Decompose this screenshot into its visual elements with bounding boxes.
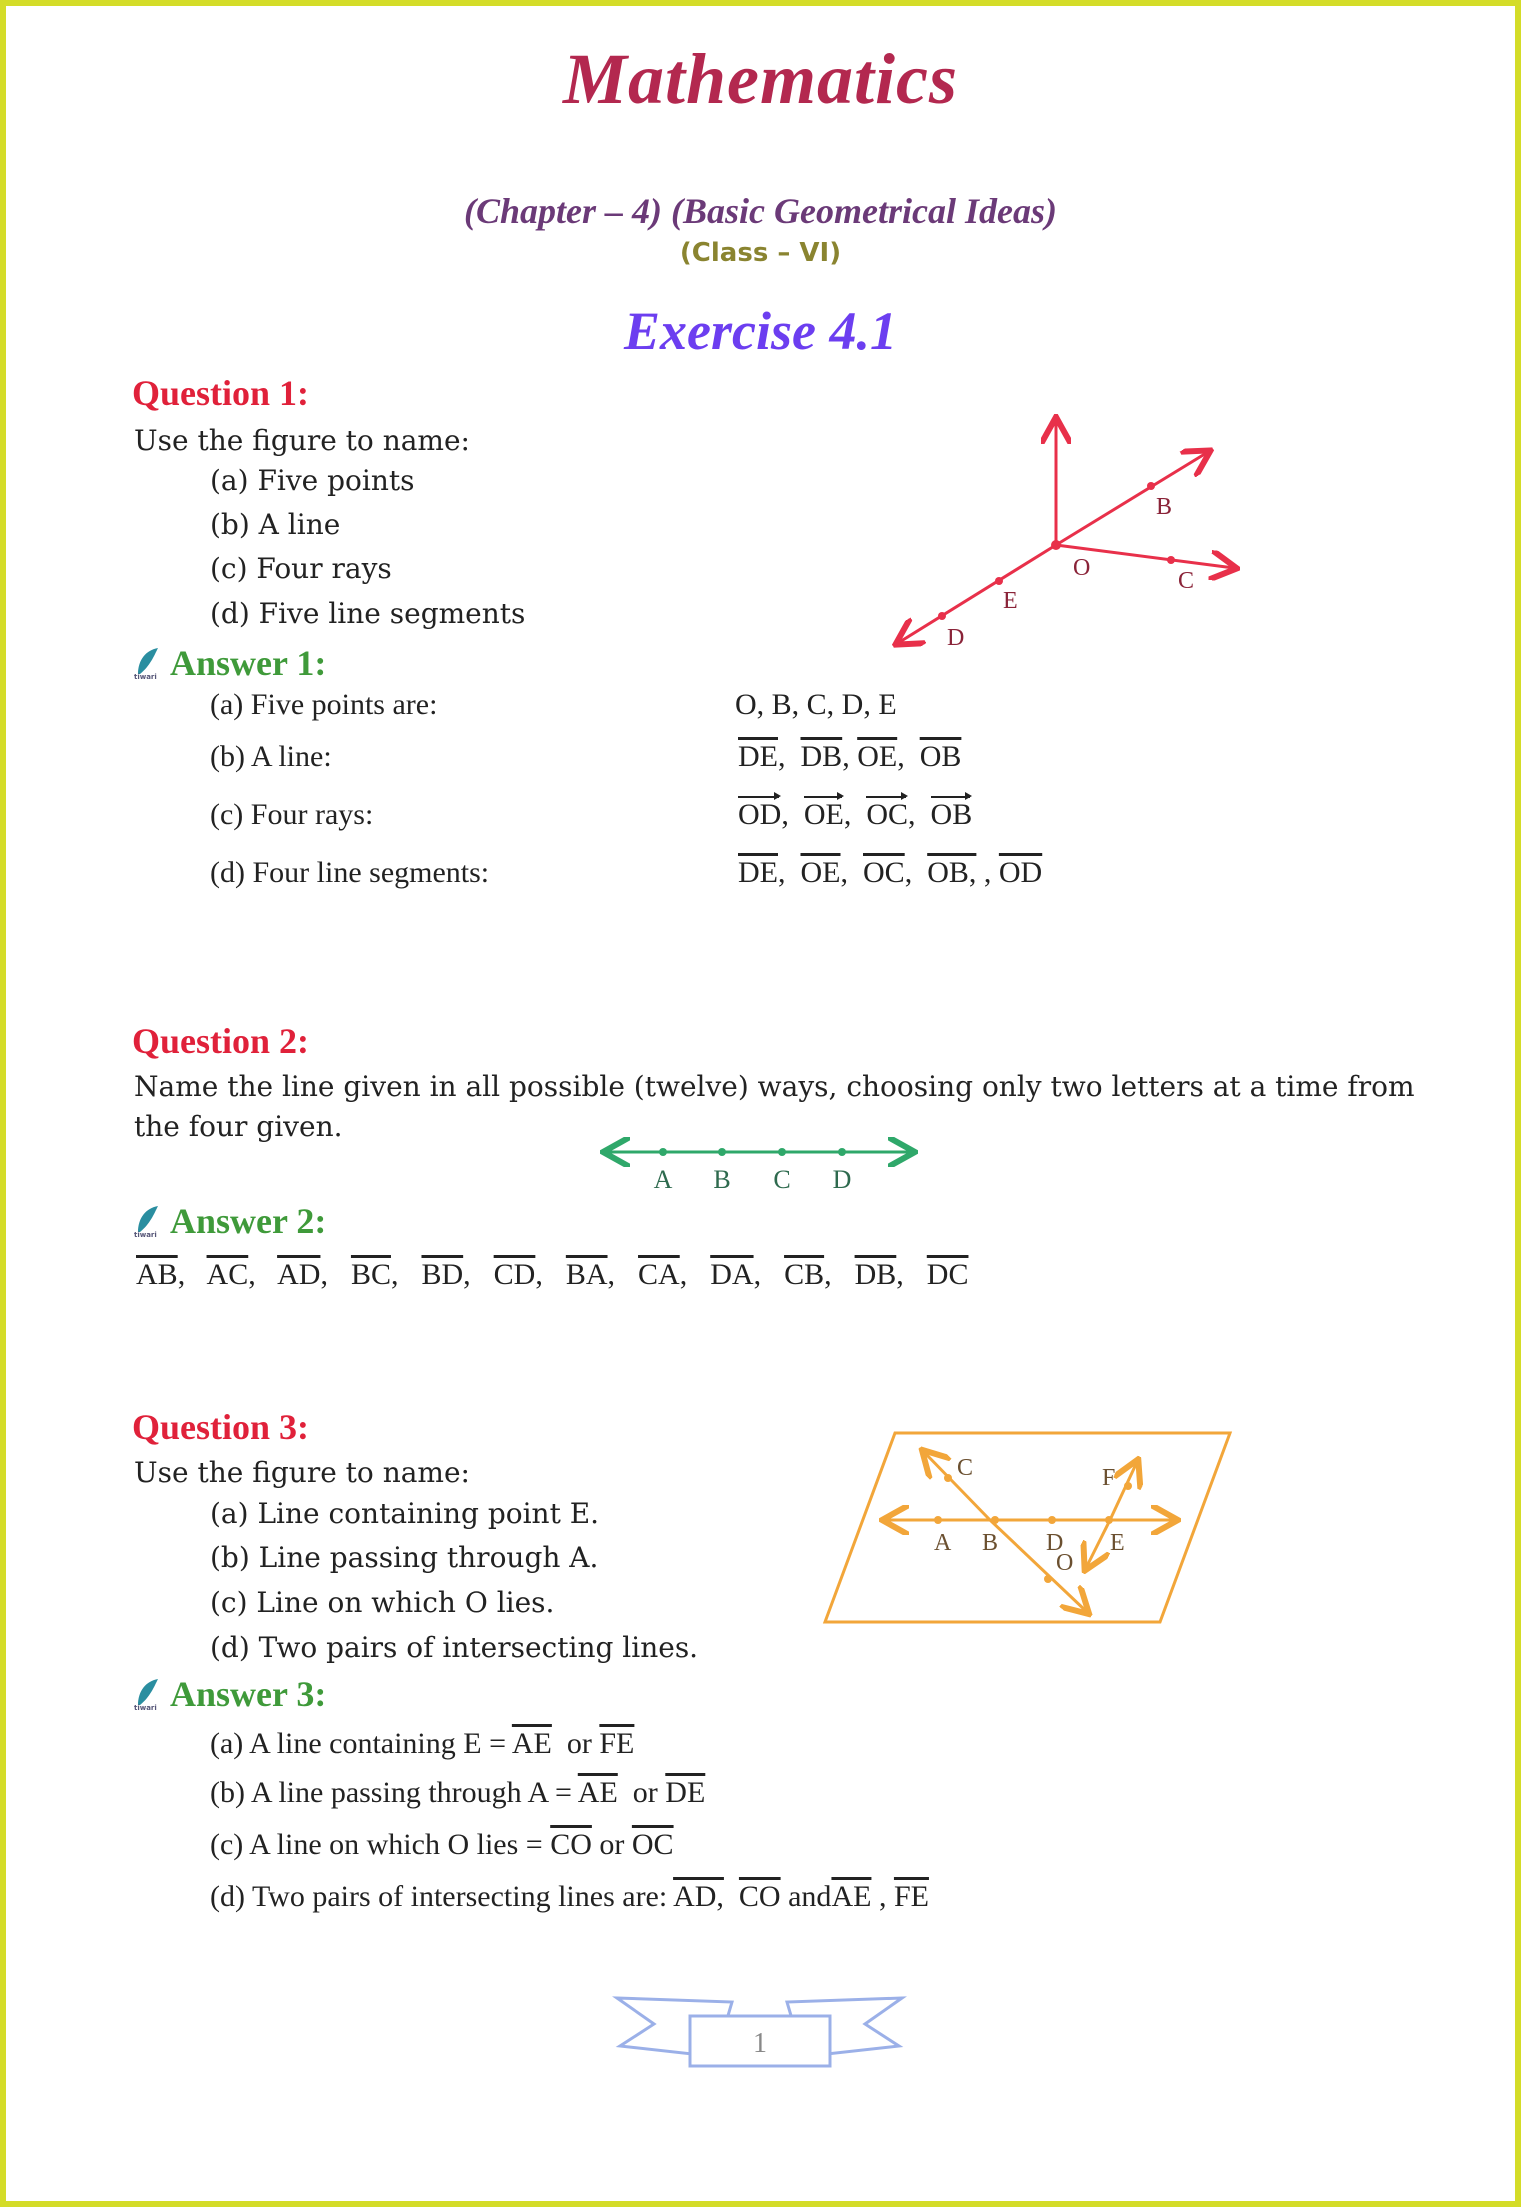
question-2-prompt-line1: Name the line given in all possible (twelve) ways, choosing only two letters at a time from [134, 1070, 1415, 1103]
subject-title: Mathematics [562, 39, 958, 119]
svg-text:D: D [832, 1165, 852, 1194]
svg-text:O: O [1056, 1550, 1074, 1576]
svg-text:B: B [982, 1530, 999, 1556]
question-1-item-d: (d) Five line segments [210, 597, 526, 630]
exercise-title: Exercise 4.1 [624, 301, 897, 361]
svg-text:C: C [957, 1455, 974, 1481]
answer-1-heading: tiwari Answer 1: [134, 643, 327, 683]
answer-3-row-c: (c) A line on which O lies = $\overline{CO}$ or $\overline{OC}$ [210, 1828, 674, 1861]
question-1-prompt: Use the figure to name: [134, 424, 470, 457]
svg-text:C: C [1178, 568, 1195, 594]
quill-logo-icon [132, 646, 162, 680]
answer-3-row-a: (a) A line containing $E = \overline{AE}$ or $\overline{FE}$ [210, 1727, 635, 1760]
svg-text:C: C [773, 1165, 791, 1194]
answer-1-row-a-label: (a) Five points are: [210, 688, 438, 721]
question-3-item-b: (b) Line passing through A. [210, 1541, 599, 1574]
answer-1-row-b-label: (b) A line: [210, 740, 332, 773]
question-2-heading: Question 2: [132, 1021, 310, 1061]
svg-text:B: B [1156, 494, 1173, 520]
question-1-item-b: (b) A line [210, 508, 341, 541]
class-label: (Class – VI) [679, 238, 842, 268]
answer-3-row-b: (b) A line passing through $A = \overline{AE}$ or $\overline{DE}$ [210, 1776, 706, 1809]
question-1-item-c: (c) Four rays [210, 552, 392, 585]
svg-text:tiwari: tiwari [134, 1704, 157, 1711]
question-3-item-d: (d) Two pairs of intersecting lines. [210, 1631, 699, 1664]
svg-text:A: A [653, 1165, 673, 1194]
svg-text:tiwari: tiwari [134, 1231, 157, 1238]
quill-logo-icon [132, 1677, 162, 1711]
svg-text:D: D [1046, 1530, 1064, 1556]
question-3-item-a: (a) Line containing point E. [210, 1497, 600, 1530]
answer-1-row-d-label: (d) Four line segments: [210, 856, 490, 889]
svg-text:tiwari: tiwari [134, 673, 157, 680]
answer-2-terms: $\overline{AB}$, $\overline{AC}$, $\overline{AD}$, $\overline{BC}$, $\overline{BD}$, $\overline{CD}$, $\overline{BA}$, $\overline{CA}$, $\overline{DA}$, $\overline{CB}$, $\overline{DB}$, $\overline{DC}$ [136, 1258, 969, 1291]
svg-text:E: E [1003, 588, 1018, 614]
answer-1-row-a-value: O, B, C, D, E [735, 688, 897, 721]
answer-2-heading: tiwari Answer 2: [134, 1201, 327, 1241]
question-3-heading: Question 3: [132, 1407, 310, 1447]
svg-text:A: A [934, 1530, 952, 1556]
fig1-label-O: O [1073, 555, 1091, 581]
svg-text:D: D [947, 625, 965, 651]
svg-text:F: F [1102, 1465, 1116, 1491]
answer-3-heading: tiwari Answer 3: [134, 1674, 327, 1714]
question-1-item-a: (a) Five points [210, 464, 415, 497]
figure-3-plane [815, 1425, 1240, 1635]
answer-1-row-c-label: (c) Four rays: [210, 798, 374, 831]
figure-2-line [595, 1135, 925, 1195]
answer-1-row-d-terms: $\overline{DE}$, $\overline{OE}$, $\overline{OC}$, OB, , $\overline{OD}$ [738, 856, 1043, 889]
question-3-prompt: Use the figure to name: [134, 1456, 470, 1489]
question-3-item-c: (c) Line on which O lies. [210, 1586, 555, 1619]
page-number-ribbon [612, 1988, 907, 2068]
question-1-heading: Question 1: [132, 373, 310, 413]
svg-text:E: E [1110, 1530, 1125, 1556]
figure-1-rays [880, 405, 1260, 665]
answer-1-row-c-terms: OD, OE, OC, OB [738, 798, 973, 831]
svg-text:B: B [713, 1165, 731, 1194]
answer-1-row-b-terms: $\overline{DE}$, $\overline{DB}$, $\overline{OE}$, $\overline{OB}$ [738, 740, 962, 773]
question-2-prompt-line2: the four given. [134, 1110, 343, 1143]
chapter-title: (Chapter – 4) (Basic Geometrical Ideas) [464, 191, 1057, 231]
page-number: 1 [753, 2028, 767, 2059]
quill-logo-icon [132, 1204, 162, 1238]
answer-3-row-d: (d) Two pairs of intersecting lines are: AD, $\overline{CO}$ $and\overline{AE}$ , $\overline{FE}$ [210, 1880, 929, 1913]
